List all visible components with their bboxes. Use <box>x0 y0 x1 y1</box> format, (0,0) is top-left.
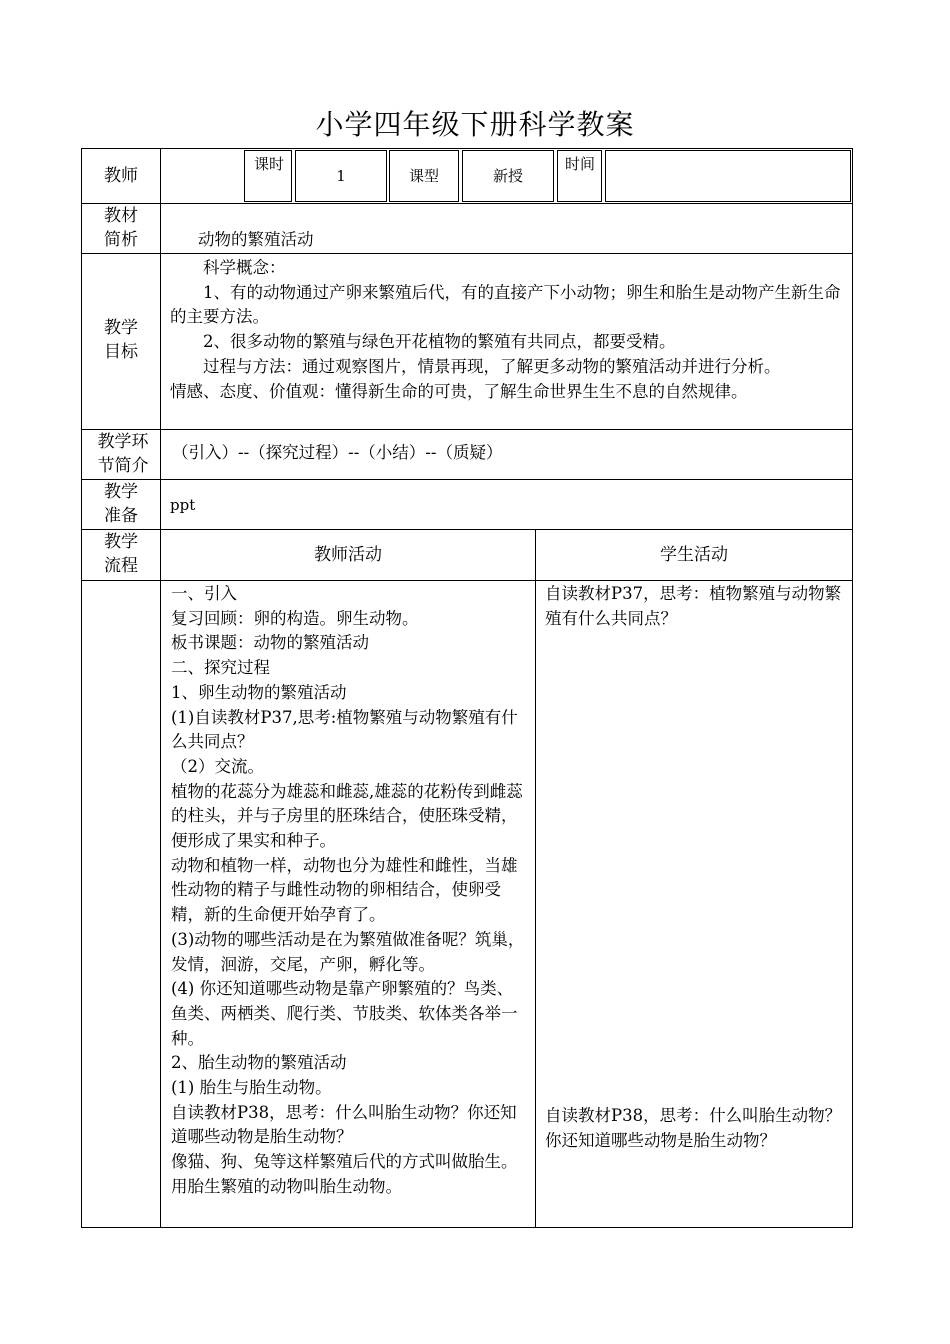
flow-label: 教学流程 <box>104 532 138 576</box>
teacher-activity <box>171 582 529 1200</box>
teacher-activity-line: 二、探究过程 <box>171 658 270 678</box>
teacher-activity-line: 一、引入 <box>171 584 237 603</box>
teacher-activity-line: 板书课题：动物的繁殖活动 <box>171 633 369 653</box>
row-divider <box>81 429 853 430</box>
column-divider <box>160 148 161 1228</box>
teacher-activity-header: 教师活动 <box>314 545 382 565</box>
teacher-label: 教师 <box>104 166 138 186</box>
teacher-activity-line: 2、胎生动物的繁殖活动 <box>171 1053 347 1073</box>
teacher-activity-line: 像猫、狗、兔等这样繁殖后代的方式叫做胎生。 <box>171 1152 518 1172</box>
page-title: 小学四年级下册科学教案 <box>315 108 635 141</box>
student-activity-first: 自读教材P37，思考：植物繁殖与动物繁殖有什么共同点？ <box>545 584 842 628</box>
period-label <box>252 152 286 176</box>
teacher-activity-line: (4) 你还知道哪些动物是靠产卵繁殖的？鸟类、鱼类、两栖类、爬行类、节肢类、软体类各举一种。 <box>171 979 518 1048</box>
row-divider <box>81 479 853 480</box>
stages-label: 教学环节简介 <box>97 432 149 476</box>
row-divider <box>81 203 853 204</box>
teacher-activity-line: 自读教材P38，思考：什么叫胎生动物？你还知道哪些动物是胎生动物？ <box>171 1102 517 1147</box>
goals-line: 过程与方法：通过观察图片，情景再现，了解更多动物的繁殖活动并进行分析。 <box>170 356 781 376</box>
period-label-text: 课时 <box>253 155 284 173</box>
row-divider <box>81 580 853 581</box>
material-label: 教材简析 <box>104 206 138 250</box>
goals-line: 2、很多动物的繁殖与绿色开花植物的繁殖有共同点，都要受精。 <box>170 332 676 352</box>
teacher-activity-line: 用胎生繁殖的动物叫胎生动物。 <box>171 1176 402 1196</box>
goals-label: 教学目标 <box>104 318 138 362</box>
period-value: 1 <box>336 167 346 185</box>
goals-line: 1、有的动物通过产卵来繁殖后代，有的直接产下小动物；卵生和胎生是动物产生新生命的主要方法。 <box>170 282 841 327</box>
goals-line: 情感、态度、价值观：懂得新生命的可贵，了解生命世界生生不息的自然规律。 <box>170 381 748 401</box>
teacher-activity-line: 复习回顾：卵的构造。卵生动物。 <box>171 608 419 628</box>
teacher-activity-line: (3)动物的哪些活动是在为繁殖做准备呢？筑巢，发情，洄游，交尾，产卵，孵化等。 <box>171 929 525 974</box>
goals-line: 科学概念： <box>170 258 286 277</box>
stages-content: （引入）--（探究过程）--（小结）--（质疑） <box>172 443 503 462</box>
teacher-activity-line: 1、卵生动物的繁殖活动 <box>171 682 347 702</box>
prep-content: ppt <box>170 496 196 514</box>
row-divider <box>81 529 853 530</box>
student-activity-header: 学生活动 <box>660 545 728 565</box>
teacher-activity-line: (1) 胎生与胎生动物。 <box>171 1078 332 1098</box>
teacher-activity-line: 动物和植物一样，动物也分为雄性和雌性，当雄性动物的精子与雌性动物的卵相结合，使卵受精，新的生命便开始孕育了。 <box>171 855 518 925</box>
goals-content <box>170 256 846 404</box>
teacher-activity-line: (1)自读教材P37,思考:植物繁殖与动物繁殖有什么共同点？ <box>171 707 518 752</box>
material-content: 动物的繁殖活动 <box>198 230 314 249</box>
type-label: 课型 <box>408 167 439 185</box>
row-divider <box>81 253 853 254</box>
student-activity-second: 自读教材P38，思考：什么叫胎生动物？你还知道哪些动物是胎生动物？ <box>545 1106 842 1150</box>
time-value-box <box>605 150 851 202</box>
time-label-text: 时间 <box>564 155 595 173</box>
prep-label: 教学准备 <box>104 482 138 526</box>
teacher-activity-line: （2）交流。 <box>171 756 264 776</box>
column-divider <box>535 529 536 1228</box>
time-label <box>563 152 597 176</box>
type-value: 新授 <box>492 167 523 185</box>
teacher-activity-line: 植物的花蕊分为雄蕊和雌蕊,雄蕊的花粉传到雌蕊的柱头，并与子房里的胚珠结合，使胚珠受精，便形成了果实和种子。 <box>171 781 523 851</box>
